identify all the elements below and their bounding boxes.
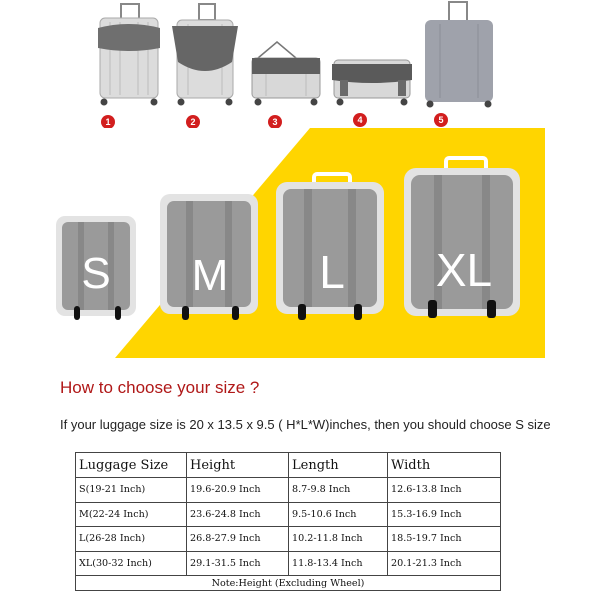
size-comparison-panel <box>0 128 600 360</box>
table-cell: S(19-21 Inch) <box>76 478 187 503</box>
table-row <box>76 551 501 576</box>
table-row <box>76 478 501 503</box>
size-label-s: S <box>81 249 111 298</box>
table-cell: M(22-24 Inch) <box>76 502 187 527</box>
table-cell: 8.7-9.8 Inch <box>289 478 388 503</box>
step-2-suitcase-icon <box>172 4 238 106</box>
step-badge-5: 5 <box>434 113 448 127</box>
table-row <box>76 527 501 552</box>
table-cell: 18.5-19.7 Inch <box>388 527 501 552</box>
table-cell: 15.3-16.9 Inch <box>388 502 501 527</box>
header-height: Height <box>187 453 289 478</box>
size-guide-instruction: If your luggage size is 20 x 13.5 x 9.5 ( H*L*W)inches, then you should choose S size <box>60 417 551 432</box>
cover-steps-illustration <box>0 0 600 135</box>
table-row <box>76 502 501 527</box>
table-cell: XL(30-32 Inch) <box>76 551 187 576</box>
suitcase-s-icon <box>56 207 136 320</box>
table-cell: 11.8-13.4 Inch <box>289 551 388 576</box>
size-label-xl: XL <box>435 244 493 296</box>
size-guide-title: How to choose your size ? <box>60 378 260 397</box>
table-cell: L(26-28 Inch) <box>76 527 187 552</box>
suitcase-m-icon <box>160 186 258 320</box>
step-5-suitcase-icon <box>425 2 493 108</box>
step-badge-1: 1 <box>101 115 115 129</box>
step-badge-3: 3 <box>268 115 282 129</box>
step-3-suitcase-icon <box>252 42 320 106</box>
step-1-suitcase-icon <box>98 4 160 106</box>
suitcase-xl-icon <box>404 158 520 318</box>
step-4-suitcase-icon <box>332 60 412 106</box>
size-comparison-svg <box>0 128 600 360</box>
header-length: Length <box>289 453 388 478</box>
size-chart-table <box>75 452 501 591</box>
table-note: Note:Height (Excluding Wheel) <box>76 576 501 591</box>
table-note-row <box>76 576 501 591</box>
table-cell: 20.1-21.3 Inch <box>388 551 501 576</box>
table-cell: 19.6-20.9 Inch <box>187 478 289 503</box>
table-cell: 26.8-27.9 Inch <box>187 527 289 552</box>
table-header-row <box>76 453 501 478</box>
header-luggage-size: Luggage Size <box>76 453 187 478</box>
table-cell: 10.2-11.8 Inch <box>289 527 388 552</box>
size-label-m: M <box>191 251 229 300</box>
table-cell: 12.6-13.8 Inch <box>388 478 501 503</box>
size-label-l: L <box>319 246 345 298</box>
step-badge-4: 4 <box>353 113 367 127</box>
header-width: Width <box>388 453 501 478</box>
step-badge-2: 2 <box>186 115 200 129</box>
table-cell: 29.1-31.5 Inch <box>187 551 289 576</box>
steps-svg <box>0 0 600 135</box>
table-cell: 23.6-24.8 Inch <box>187 502 289 527</box>
table-cell: 9.5-10.6 Inch <box>289 502 388 527</box>
suitcase-l-icon <box>276 174 384 320</box>
